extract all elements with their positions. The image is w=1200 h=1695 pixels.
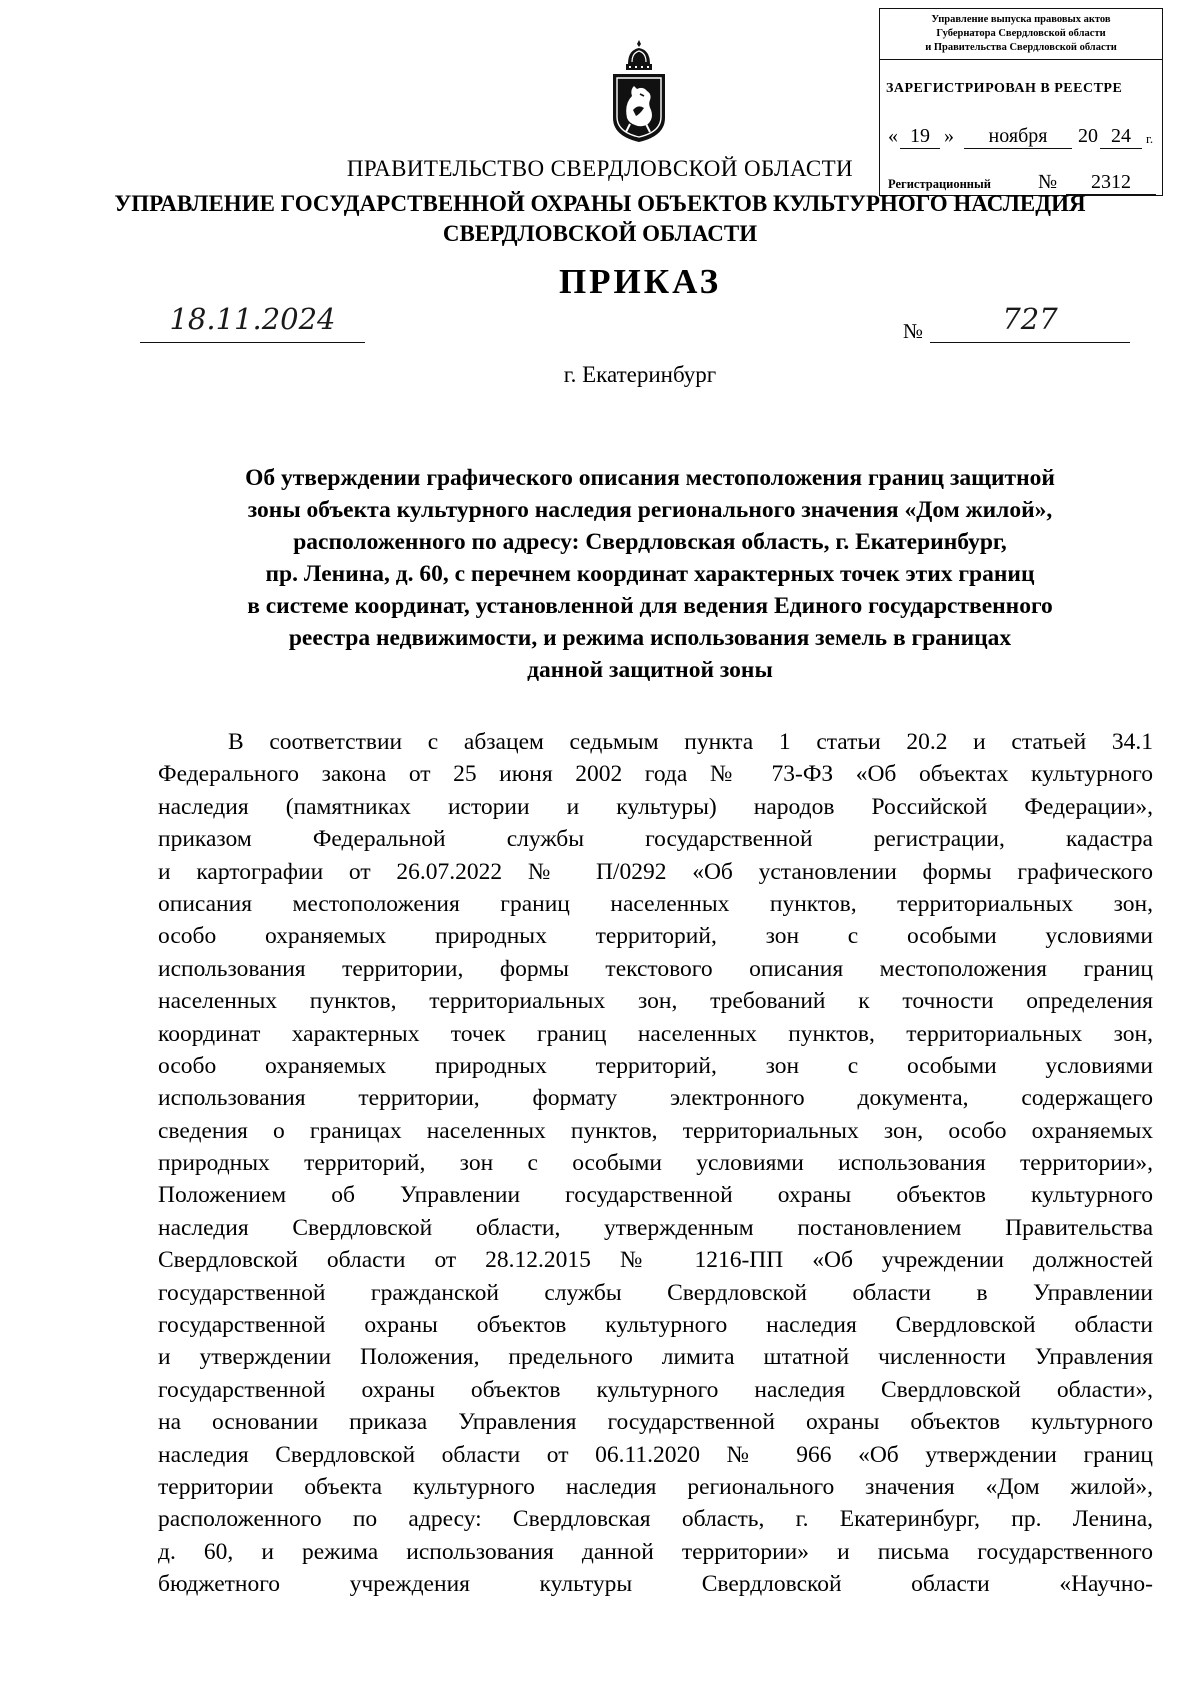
stamp-open-quote: « — [888, 125, 898, 147]
body-line: д. 60, и режима использования данной территории» и письма государственного — [158, 1538, 1153, 1565]
order-number: 727 — [930, 302, 1130, 343]
department-title: УПРАВЛЕНИЕ ГОСУДАРСТВЕННОЙ ОХРАНЫ ОБЪЕКТОВ КУЛЬТУРНОГО НАСЛЕДИЯ — [114, 191, 1086, 216]
heading-line: расположенного по адресу: Свердловская область, г. Екатеринбург, — [293, 529, 1007, 555]
body-line: особо охраняемых природных территорий, зон с особыми условиями — [158, 923, 1153, 950]
department-title-continued: СВЕРДЛОВСКОЙ ОБЛАСТИ — [442, 221, 758, 246]
body-line: расположенного по адресу: Свердловская область, г. Екатеринбург, пр. Ленина, — [158, 1506, 1153, 1533]
heading-line: реестра недвижимости, и режима использования земель в границах — [288, 625, 1012, 651]
stamp-year-prefix: 20 — [1078, 125, 1098, 147]
body-line: наследия Свердловской области от 06.11.2020 № 966 «Об утверждении границ — [158, 1441, 1153, 1468]
body-line: наследия (памятниках истории и культуры) народов Российской Федерации», — [158, 793, 1153, 820]
body-line: сведения о границах населенных пунктов, территориальных зон, особо охраняемых — [158, 1117, 1153, 1144]
city: г. Екатеринбург — [563, 362, 717, 387]
body-line: на основании приказа Управления государственной охраны объектов культурного — [158, 1409, 1153, 1436]
body-line: государственной охраны объектов культурного наследия Свердловской области — [158, 1312, 1153, 1339]
government-title: ПРАВИТЕЛЬСТВО СВЕРДЛОВСКОЙ ОБЛАСТИ — [346, 156, 854, 181]
body-line: Положением об Управлении государственной охраны объектов культурного — [158, 1182, 1153, 1209]
body-line: приказом Федеральной службы государственной регистрации, кадастра — [158, 826, 1153, 853]
order-number-label: № — [903, 319, 924, 343]
heading-line: пр. Ленина, д. 60, с перечнем координат характерных точек этих границ — [265, 561, 1035, 587]
body-line: бюджетного учреждения культуры Свердловской области «Научно- — [158, 1571, 1153, 1598]
order-body — [158, 726, 1153, 1601]
body-line: государственной гражданской службы Свердловской области в Управлении — [158, 1279, 1153, 1306]
stamp-year-unit: г. — [1146, 131, 1154, 146]
stamp-registered-title: ЗАРЕГИСТРИРОВАН В РЕЕСТРЕ — [886, 81, 1123, 96]
body-line: Свердловской области от 28.12.2015 № 1216-ПП «Об учреждении должностей — [158, 1247, 1153, 1274]
stamp-divider — [880, 59, 1162, 60]
stamp-close-quote: » — [944, 125, 954, 147]
stamp-number-label: Регистрационный — [888, 177, 991, 191]
body-line: населенных пунктов, территориальных зон, требований к точности определения — [158, 988, 1153, 1015]
order-heading — [150, 462, 1150, 686]
stamp-number-sign: № — [1038, 171, 1058, 193]
coat-of-arms-icon — [610, 38, 668, 144]
body-line: описания местоположения границ населенных пунктов, территориальных зон, — [158, 890, 1153, 917]
stamp-org-line: Управление выпуска правовых актов — [931, 14, 1111, 25]
stamp-day: 19 — [900, 125, 940, 149]
body-line: Федерального закона от 25 июня 2002 года № 73-ФЗ «Об объектах культурного — [158, 761, 1153, 788]
stamp-date — [886, 125, 1158, 151]
stamp-year: 24 — [1100, 125, 1142, 149]
body-line: природных территорий, зон с особыми условиями использования территории», — [158, 1150, 1153, 1177]
body-line: координат характерных точек границ населенных пунктов, территориальных зон, — [158, 1020, 1153, 1047]
body-line: В соответствии с абзацем седьмым пункта 1 статьи 20.2 и статьей 34.1 — [228, 729, 1153, 755]
stamp-org-line: и Правительства Свердловской области — [925, 42, 1117, 53]
stamp-number-value: 2312 — [1066, 171, 1156, 195]
body-line: и картографии от 26.07.2022 № П/0292 «Об установлении формы графического — [158, 858, 1153, 885]
body-line: государственной охраны объектов культурного наследия Свердловской области», — [158, 1376, 1153, 1403]
heading-line: данной защитной зоны — [527, 657, 773, 683]
body-line: и утверждении Положения, предельного лимита штатной численности Управления — [158, 1344, 1153, 1371]
body-line: использования территории, формату электронного документа, содержащего — [158, 1085, 1153, 1112]
body-line: наследия Свердловской области, утвержденным постановлением Правительства — [158, 1214, 1153, 1241]
order-date: 18.11.2024 — [140, 302, 365, 343]
body-line: особо охраняемых природных территорий, зон с особыми условиями — [158, 1052, 1153, 1079]
body-line: территории объекта культурного наследия регионального значения «Дом жилой», — [158, 1473, 1153, 1500]
stamp-org-line: Губернатора Свердловской области — [936, 28, 1106, 39]
heading-line: зоны объекта культурного наследия регионального значения «Дом жилой», — [247, 497, 1053, 523]
heading-line: в системе координат, установленной для ведения Единого государственного — [247, 593, 1053, 619]
stamp-month: ноября — [964, 125, 1072, 149]
heading-line: Об утверждении графического описания местоположения границ защитной — [245, 465, 1055, 491]
document-type: ПРИКАЗ — [558, 262, 722, 301]
stamp-organization — [880, 13, 1162, 55]
body-line: использования территории, формы текстового описания местоположения границ — [158, 955, 1153, 982]
